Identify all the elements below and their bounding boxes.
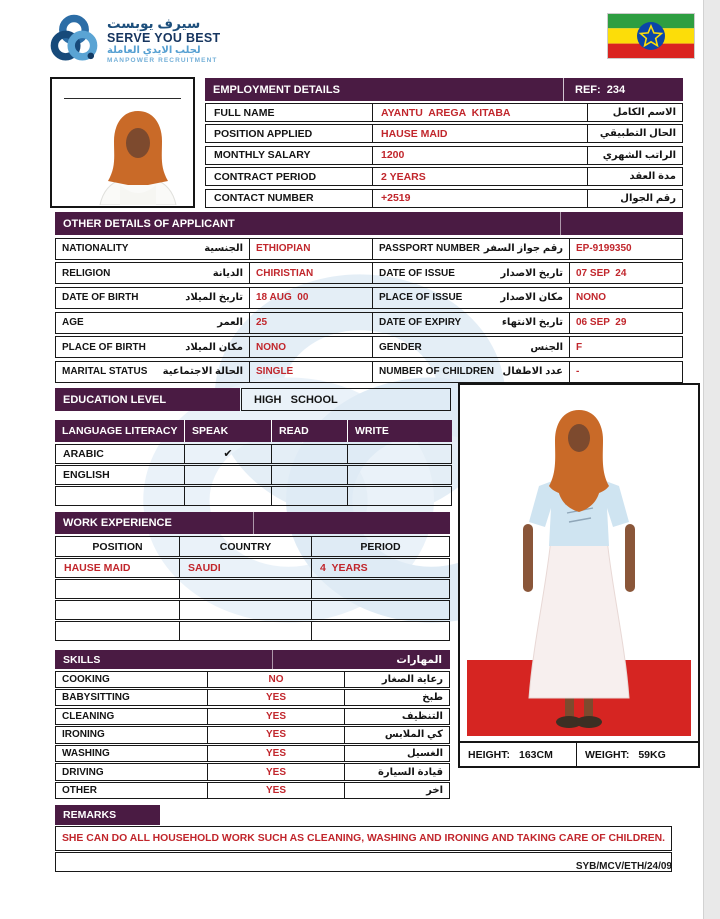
field-label: RELIGION: [62, 267, 111, 279]
skill-value: YES: [265, 710, 286, 722]
column-header: [185, 420, 272, 442]
skills-title-arabic: المهارات: [396, 653, 442, 666]
ref-number: REF: 234: [575, 83, 626, 96]
country-cell: [180, 621, 312, 641]
employment-details-table: [205, 78, 683, 210]
table-row: [55, 558, 450, 578]
skill-label: DRIVING: [62, 766, 104, 778]
field-value-cell: [570, 238, 683, 260]
write-cell: [348, 465, 452, 485]
document-code-text: SYB/MCV/ETH/24/09: [575, 861, 672, 872]
skills-title: SKILLS: [63, 653, 101, 666]
read-cell: [272, 465, 348, 485]
field-label-arabic: مدة العقد: [629, 171, 676, 183]
field-value-cell: [373, 146, 588, 165]
field-value: EP-9199350: [576, 243, 632, 254]
table-row: [55, 579, 450, 599]
header-divider: [272, 650, 273, 669]
column-header-row: [55, 536, 450, 557]
photo-top-line: [64, 98, 181, 99]
field-label-arabic: الجنسية: [204, 243, 243, 254]
table-row: [55, 486, 452, 506]
work-experience-table: [55, 512, 450, 642]
speak-cell: [185, 444, 272, 464]
skill-label-arabic: اخر: [426, 785, 443, 797]
field-value: CHIRISTIAN: [256, 267, 314, 279]
skill-value-cell: [208, 745, 345, 762]
remarks-header: [55, 805, 160, 825]
table-row: [55, 336, 683, 358]
field-value: 06 SEP 29: [576, 317, 627, 329]
skill-label: OTHER: [62, 785, 97, 797]
language-name-cell: [55, 444, 185, 464]
field-value-cell: [373, 103, 588, 122]
field-label-cell: [55, 238, 250, 260]
skill-label: WASHING: [62, 748, 110, 759]
table-row: [205, 167, 683, 186]
table-row: [55, 726, 450, 743]
other-details-title: OTHER DETAILS OF APPLICANT: [63, 217, 235, 230]
field-label-cell: [205, 189, 373, 208]
field-value-cell: [570, 312, 683, 334]
column-header: [348, 420, 452, 442]
table-row: [55, 782, 450, 799]
field-label-arabic: رقم الجوال: [620, 192, 676, 204]
column-header-label: PERIOD: [360, 540, 401, 553]
country-cell: [180, 558, 312, 578]
column-header-label: READ: [279, 425, 309, 437]
field-label: CONTACT NUMBER: [214, 192, 314, 205]
field-label-arabic: الراتب الشهري: [602, 149, 676, 161]
speak-cell: [185, 486, 272, 506]
skill-value: NO: [268, 673, 284, 685]
field-value: F: [576, 341, 583, 353]
field-label-arabic: تاريخ الاصدار: [500, 267, 563, 279]
height-label: HEIGHT:: [468, 748, 510, 761]
field-value: 18 AUG 00: [256, 292, 309, 304]
skill-label: CLEANING: [62, 710, 115, 722]
write-cell: [348, 444, 452, 464]
field-label: NATIONALITY: [62, 243, 129, 254]
position-cell: [55, 579, 180, 599]
logo-arabic-name: سيرف يوبست: [107, 16, 201, 32]
skill-arabic-cell: [345, 689, 450, 706]
field-value: 25: [256, 317, 268, 329]
field-label: GENDER: [379, 341, 422, 353]
document-code: [470, 861, 672, 872]
field-value-cell: [570, 262, 683, 284]
field-label: CONTRACT PERIOD: [214, 170, 317, 183]
skill-arabic-cell: [345, 745, 450, 762]
field-label-cell: [55, 361, 250, 383]
skill-value-cell: [208, 708, 345, 725]
field-value-cell: [250, 336, 373, 358]
field-label-cell: [373, 238, 570, 260]
field-value-cell: [250, 287, 373, 309]
field-value-cell: [373, 189, 588, 208]
period-cell: [312, 621, 450, 641]
table-row: [55, 238, 683, 260]
skill-arabic-cell: [345, 763, 450, 780]
education-level-label: EDUCATION LEVEL: [63, 393, 167, 406]
field-label-cell: [205, 103, 373, 122]
field-label-cell: [205, 146, 373, 165]
field-value: 2 YEARS: [381, 170, 426, 183]
page-edge: [703, 0, 720, 919]
country-cell: [180, 579, 312, 599]
column-header-label: LANGUAGE LITERACY: [62, 425, 178, 437]
field-value-cell: [373, 167, 588, 186]
fullbody-figure: [463, 388, 695, 740]
field-value-cell: [250, 361, 373, 383]
field-label-arabic: رقم جواز السفر: [483, 243, 563, 254]
field-label-cell: [205, 167, 373, 186]
field-value-cell: [250, 238, 373, 260]
employment-details-title: EMPLOYMENT DETAILS: [213, 83, 340, 96]
field-value: NONO: [576, 292, 606, 304]
column-header-label: COUNTRY: [219, 540, 272, 553]
skill-label-arabic: التنظيف: [401, 710, 443, 722]
field-arabic-cell: [588, 189, 683, 208]
table-row: [55, 312, 683, 334]
weight-value: 59KG: [638, 748, 666, 761]
table-row: [205, 189, 683, 208]
field-value-cell: [570, 287, 683, 309]
field-label-arabic: العمر: [217, 317, 243, 329]
column-header: [180, 536, 312, 557]
skill-value: YES: [265, 692, 286, 704]
field-label-arabic: عدد الاطفال: [502, 366, 563, 378]
field-value-cell: [570, 361, 683, 383]
table-row: [55, 621, 450, 641]
field-value-cell: [250, 262, 373, 284]
field-label-cell: [373, 287, 570, 309]
field-value: HAUSE MAID: [64, 562, 131, 574]
applicant-fullbody-photo: [458, 383, 700, 768]
column-header-label: WRITE: [355, 425, 389, 437]
field-value: ETHIOPIAN: [256, 243, 311, 254]
position-cell: [55, 600, 180, 620]
ethiopia-flag-icon: [607, 13, 695, 59]
field-label: POSITION APPLIED: [214, 127, 313, 140]
field-value: -: [576, 366, 580, 378]
skill-label: BABYSITTING: [62, 692, 130, 704]
speak-cell: [185, 465, 272, 485]
skill-label-cell: [55, 763, 208, 780]
field-label-arabic: الديانة: [212, 267, 243, 279]
field-value: HAUSE MAID: [381, 127, 448, 140]
field-label: DATE OF ISSUE: [379, 267, 455, 279]
skill-label-cell: [55, 726, 208, 743]
field-value: NONO: [256, 341, 286, 353]
field-label-arabic: تاريخ الميلاد: [185, 292, 243, 304]
table-row: [55, 465, 452, 485]
table-row: [205, 103, 683, 122]
skill-value-cell: [208, 782, 345, 799]
field-label: NUMBER OF CHILDREN: [379, 366, 494, 378]
table-row: [55, 745, 450, 762]
field-value: SINGLE: [256, 366, 294, 378]
period-cell: [312, 579, 450, 599]
field-label: FULL NAME: [214, 106, 275, 119]
field-value: 4 YEARS: [320, 562, 368, 574]
field-label: PASSPORT NUMBER: [379, 243, 480, 254]
remarks-text: SHE CAN DO ALL HOUSEHOLD WORK SUCH AS CLEANING, WASHING AND IRONING AND TAKING CARE OF CHILDREN.: [62, 833, 666, 844]
logo-name: SERVE YOU BEST: [107, 31, 221, 46]
column-header-label: POSITION: [92, 540, 143, 553]
table-row: [205, 124, 683, 143]
field-label: MONTHLY SALARY: [214, 149, 311, 162]
field-arabic-cell: [588, 103, 683, 122]
other-details-header: [55, 212, 683, 235]
header-divider: [560, 212, 561, 235]
column-header: [272, 420, 348, 442]
field-arabic-cell: [588, 124, 683, 143]
write-cell: [348, 486, 452, 506]
applicant-portrait-photo: [50, 77, 195, 208]
field-label: DATE OF BIRTH: [62, 292, 139, 304]
field-label-cell: [55, 287, 250, 309]
physical-stats-row: [460, 741, 698, 766]
logo-knot-icon: [46, 12, 102, 68]
language-name-cell: [55, 486, 185, 506]
field-label-arabic: الحالة الاجتماعية: [162, 366, 243, 378]
company-logo: [46, 12, 221, 68]
field-value: AYANTU AREGA KITABA: [381, 106, 511, 119]
field-label-cell: [373, 361, 570, 383]
column-header: [312, 536, 450, 557]
table-row: [55, 444, 452, 464]
skill-value-cell: [208, 726, 345, 743]
column-header: [55, 536, 180, 557]
education-level-row: [55, 388, 451, 411]
skill-label-arabic: طبخ: [422, 692, 443, 704]
education-level-header: [55, 388, 240, 411]
header-divider: [253, 512, 254, 534]
table-row: [55, 708, 450, 725]
field-value: SAUDI: [188, 562, 221, 574]
table-row: [55, 671, 450, 688]
field-label-cell: [55, 312, 250, 334]
height-field: [460, 743, 577, 766]
skill-label-cell: [55, 708, 208, 725]
skill-label-arabic: قيادة السيارة: [377, 766, 443, 778]
period-cell: [312, 558, 450, 578]
table-row: [55, 763, 450, 780]
table-row: [55, 287, 683, 309]
field-label-cell: [55, 262, 250, 284]
column-header: [55, 420, 185, 442]
work-experience-title: WORK EXPERIENCE: [63, 517, 172, 529]
field-label-arabic: الحال التطبيقي: [599, 128, 676, 140]
table-row: [55, 262, 683, 284]
weight-field: [577, 743, 666, 766]
portrait-figure: [94, 105, 182, 205]
field-value-cell: [250, 312, 373, 334]
field-label: DATE OF EXPIRY: [379, 317, 462, 329]
skill-label-cell: [55, 745, 208, 762]
field-label-cell: [373, 262, 570, 284]
skill-value: YES: [265, 766, 286, 778]
skill-value-cell: [208, 671, 345, 688]
field-label: AGE: [62, 317, 84, 329]
country-cell: [180, 600, 312, 620]
language-literacy-header: [55, 420, 452, 442]
position-cell: [55, 558, 180, 578]
skill-label: IRONING: [62, 729, 105, 741]
logo-text-block: [107, 16, 221, 64]
skill-label-arabic: الغسيل: [406, 748, 443, 759]
language-name: ARABIC: [63, 447, 104, 460]
skills-header: [55, 650, 450, 669]
field-label-arabic: مكان الميلاد: [185, 341, 243, 353]
column-header-label: SPEAK: [192, 425, 229, 437]
skill-label-arabic: رعاية الصغار: [381, 673, 443, 685]
skill-arabic-cell: [345, 726, 450, 743]
field-arabic-cell: [588, 167, 683, 186]
field-value: +2519: [381, 192, 411, 205]
header-divider: [563, 78, 564, 101]
position-cell: [55, 621, 180, 641]
skill-label-cell: [55, 689, 208, 706]
skill-value: YES: [265, 729, 286, 741]
skills-table: [55, 650, 450, 801]
skill-arabic-cell: [345, 708, 450, 725]
remarks-title: REMARKS: [63, 809, 117, 821]
skill-label-cell: [55, 671, 208, 688]
field-label-arabic: الاسم الكامل: [612, 107, 676, 118]
field-value: 07 SEP 24: [576, 267, 627, 279]
read-cell: [272, 486, 348, 506]
field-label-arabic: الجنس: [530, 341, 563, 353]
field-label-arabic: مكان الاصدار: [500, 292, 563, 304]
skill-label: COOKING: [62, 673, 110, 685]
field-label: MARITAL STATUS: [62, 366, 148, 378]
remarks-text-row: [55, 826, 672, 851]
field-label: PLACE OF BIRTH: [62, 341, 146, 353]
weight-label: WEIGHT:: [585, 748, 630, 761]
field-label-cell: [373, 312, 570, 334]
skill-value: YES: [265, 748, 286, 759]
read-cell: [272, 444, 348, 464]
skill-value-cell: [208, 689, 345, 706]
table-row: [205, 146, 683, 165]
field-value-cell: [570, 336, 683, 358]
field-label-cell: [373, 336, 570, 358]
education-level-value: HIGH SCHOOL: [254, 393, 338, 406]
skill-value: YES: [265, 785, 286, 797]
skill-arabic-cell: [345, 671, 450, 688]
table-row: [55, 600, 450, 620]
field-label-cell: [55, 336, 250, 358]
table-row: [55, 361, 683, 383]
field-value-cell: [373, 124, 588, 143]
skill-value-cell: [208, 763, 345, 780]
field-label: PLACE OF ISSUE: [379, 292, 463, 304]
education-level-value-cell: [241, 388, 451, 411]
language-literacy-table: [55, 420, 452, 507]
field-value: 1200: [381, 149, 405, 162]
logo-tagline: MANPOWER RECRUITMENT: [107, 56, 218, 64]
other-details-table: [55, 212, 683, 386]
field-label-cell: [205, 124, 373, 143]
table-row: [55, 689, 450, 706]
field-label-arabic: تاريخ الانتهاء: [501, 317, 563, 329]
height-value: 163CM: [519, 748, 553, 761]
employment-details-header: [205, 78, 683, 101]
language-name-cell: [55, 465, 185, 485]
skill-label-arabic: كي الملابس: [384, 729, 443, 741]
logo-arabic-tagline: لجلب الايدي العاملة: [107, 45, 201, 57]
check-mark: ✔: [223, 448, 233, 460]
language-name: ENGLISH: [63, 468, 110, 481]
work-experience-header: [55, 512, 450, 534]
skill-arabic-cell: [345, 782, 450, 799]
period-cell: [312, 600, 450, 620]
skill-label-cell: [55, 782, 208, 799]
field-arabic-cell: [588, 146, 683, 165]
